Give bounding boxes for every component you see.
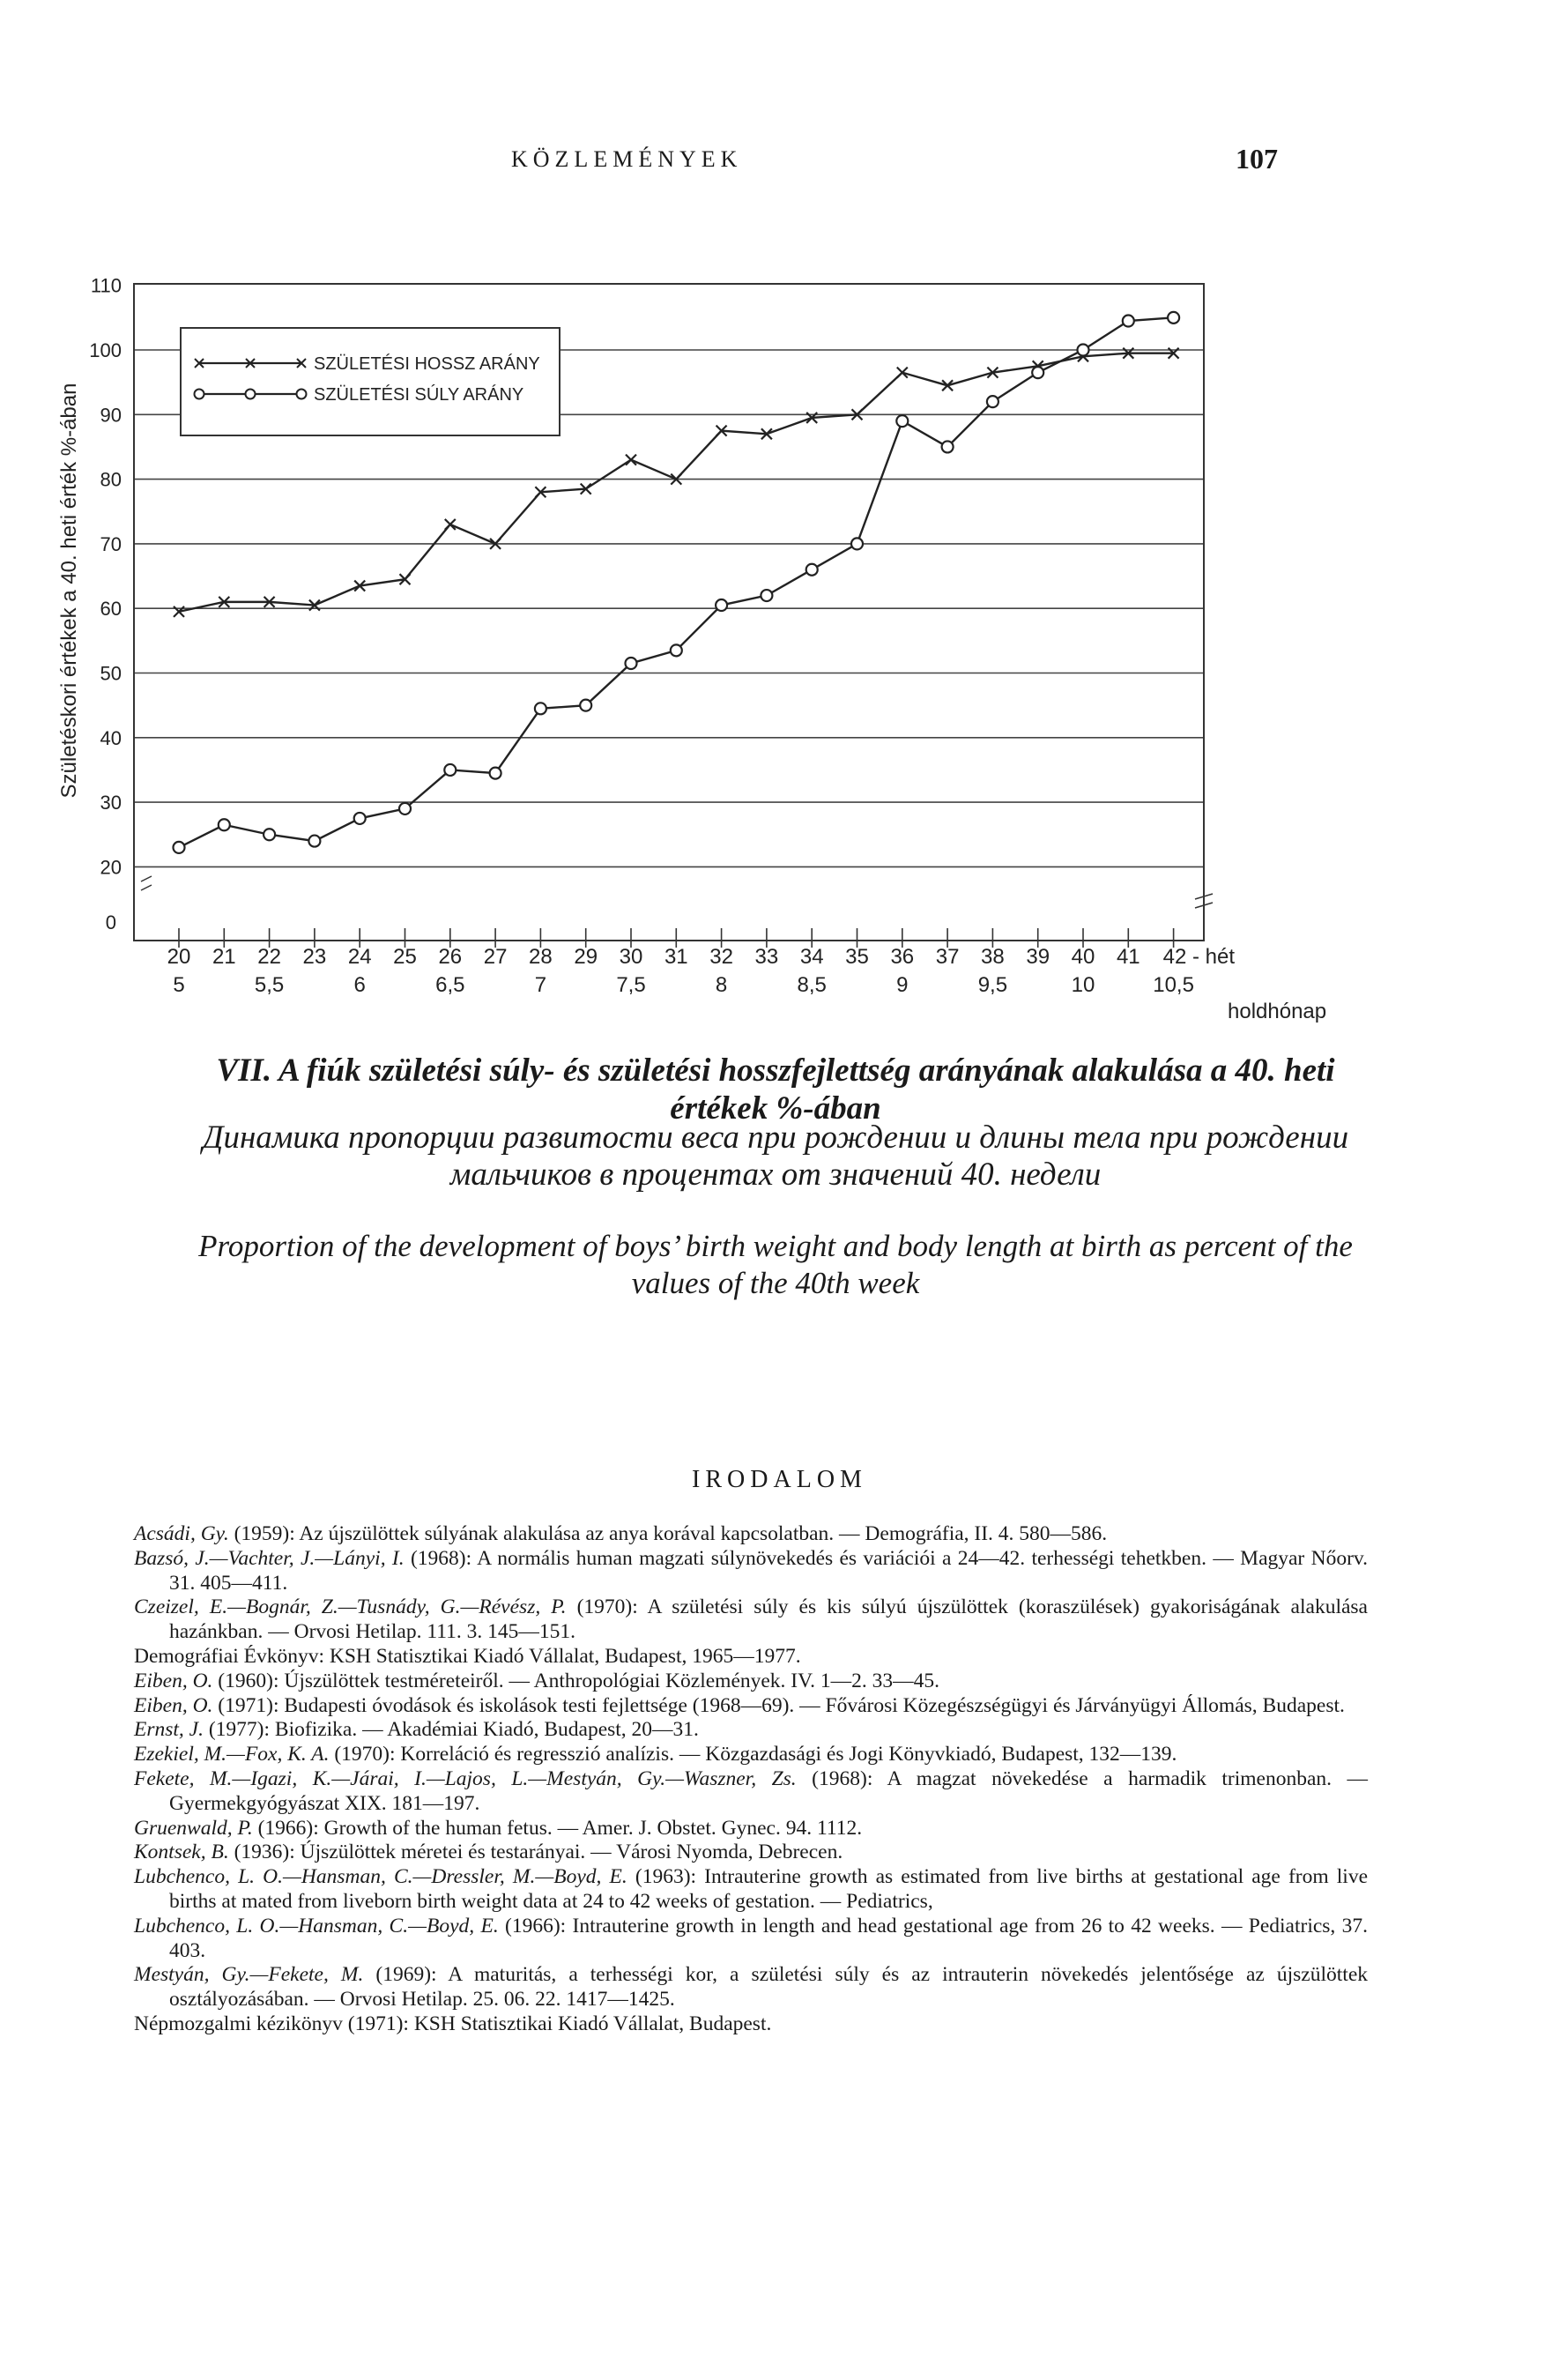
caption-english: Proportion of the development of boys’ birth weight and body length at birth as percent of the values of the 40th week	[198, 1229, 1353, 1300]
reference-authors: Ezekiel, M.—Fox, K. A.	[134, 1743, 330, 1766]
data-point-length	[626, 455, 636, 465]
reference-text: (1977): Biofizika. — Akadémiai Kiadó, Budapest, 20—31.	[203, 1718, 699, 1742]
y-tick-label: 80	[100, 468, 122, 491]
reference-entry	[134, 1670, 1368, 1694]
reference-entry	[134, 1767, 1368, 1817]
legend-box	[181, 328, 560, 435]
x-tick-label-week: 42 - hét	[1162, 945, 1235, 969]
x-tick-label-week: 21	[212, 945, 236, 969]
x-tick-label-week: 25	[393, 945, 417, 969]
references-title: IRODALOM	[692, 1466, 867, 1493]
reference-authors: Bazsó, J.—Vachter, J.—Lányi, I.	[134, 1546, 405, 1570]
x-tick-label-week: 40	[1071, 945, 1095, 969]
data-point-weight	[308, 836, 320, 847]
legend-label: SZÜLETÉSI HOSSZ ARÁNY	[314, 354, 540, 374]
x-tick-label-month: 10,5	[1153, 973, 1194, 997]
data-point-weight	[174, 842, 185, 853]
x-tick-label-month: 6,5	[435, 973, 465, 997]
data-point-weight	[626, 658, 637, 669]
y-tick-label: 90	[100, 404, 122, 427]
legend-label: SZÜLETÉSI SÚLY ARÁNY	[314, 385, 524, 405]
reference-text: Népmozgalmi kézikönyv (1971): KSH Statisztikai Kiadó Vállalat, Budapest.	[134, 2012, 772, 2035]
y-tick-label: 70	[100, 532, 122, 555]
x-tick-label-month: 9,5	[977, 973, 1008, 997]
x-tick-label-week: 31	[664, 945, 688, 969]
axis-break-left	[141, 876, 152, 890]
x-tick-label-week: 34	[799, 945, 824, 969]
x-tick-label-month: 7	[534, 973, 547, 997]
y-tick-label: 100	[89, 339, 122, 361]
reference-entry	[134, 1522, 1368, 1547]
reference-entry	[134, 1841, 1368, 1865]
data-point-weight	[1032, 367, 1043, 378]
data-point-weight	[490, 768, 501, 779]
data-point-weight	[1168, 312, 1179, 324]
reference-text: (1968): A magzat növekedése a harmadik trimenonban. — Gyermekgyógyászat XIX. 181—197.	[169, 1766, 1368, 1815]
data-point-weight	[535, 703, 546, 714]
reference-entry	[134, 1718, 1368, 1743]
x-tick-label-week: 27	[483, 945, 508, 969]
data-point-weight	[942, 441, 954, 452]
x-tick-label-week: 26	[438, 945, 463, 969]
data-point-length	[445, 519, 456, 530]
x-tick-label-week: 35	[845, 945, 869, 969]
reference-entry	[134, 1817, 1368, 1841]
reference-entry	[134, 1743, 1368, 1767]
reference-text: (1960): Újszülöttek testméreteiről. — Anthropológiai Közlemények. IV. 1—2. 33—45.	[212, 1669, 939, 1692]
data-point-weight	[580, 700, 591, 711]
reference-authors: Fekete, M.—Igazi, K.—Járai, I.—Lajos, L.—Mestyán, Gy.—Waszner, Zs.	[134, 1766, 797, 1790]
legend-marker	[246, 390, 256, 399]
reference-authors: Eiben, O.	[134, 1693, 213, 1717]
reference-entry	[134, 1865, 1368, 1915]
line-chart	[0, 0, 1559, 1040]
y-tick-label: 40	[100, 726, 122, 749]
reference-authors: Gruenwald, P.	[134, 1816, 253, 1840]
x-unit-label: holdhónap	[1228, 1000, 1327, 1023]
x-tick-label-week: 23	[302, 945, 327, 969]
reference-entry	[134, 1595, 1368, 1645]
caption-hungarian: VII. A fiúk születési súly- és születési hosszfejlettség arányának alakulása a 40. heti értékek %-ában	[216, 1052, 1335, 1127]
data-point-weight	[851, 538, 863, 549]
reference-text: (1936): Újszülöttek méretei és testarányai. — Városi Nyomda, Debrecen.	[228, 1841, 843, 1864]
reference-authors: Eiben, O.	[134, 1669, 213, 1692]
reference-entry	[134, 1645, 1368, 1670]
x-tick-label-month: 8	[715, 973, 728, 997]
reference-authors: Czeizel, E.—Bognár, Z.—Tusnády, G.—Révész, P.	[134, 1595, 567, 1619]
data-point-weight	[444, 764, 456, 776]
x-tick-label-month: 9	[896, 973, 909, 997]
reference-text: Demográfiai Évkönyv: KSH Statisztikai Kiadó Vállalat, Budapest, 1965—1977.	[134, 1644, 801, 1668]
x-tick-label-week: 38	[981, 945, 1005, 969]
legend-marker	[297, 390, 307, 399]
data-point-weight	[1123, 316, 1134, 327]
reference-entry	[134, 1963, 1368, 2012]
reference-text: (1971): Budapesti óvodások és iskolások testi fejlettsége (1968—69). — Fővárosi Közegészségügyi és Járványügyi Állomás, Budapest.	[212, 1693, 1345, 1717]
data-point-weight	[987, 396, 999, 407]
x-tick-label-week: 30	[619, 945, 643, 969]
reference-text: (1970): A születési súly és kis súlyú újszülöttek (koraszülések) gyakoriságának alakulása hazánkban. — Orvosi Hetilap. 111. 3. 145—151.	[169, 1595, 1368, 1644]
x-tick-label-week: 32	[709, 945, 733, 969]
reference-entry	[134, 2012, 1368, 2037]
data-point-weight	[761, 590, 772, 601]
x-tick-label-week: 24	[347, 945, 372, 969]
y-tick-label: 110	[90, 274, 122, 297]
x-tick-label-week: 41	[1116, 945, 1140, 969]
x-tick-label-week: 33	[754, 945, 779, 969]
reference-authors: Lubchenco, L. O.—Hansman, C.—Boyd, E.	[134, 1914, 499, 1937]
caption-russian: Динамика пропорции развитости веса при рождении и длины тела при рождении мальчиков в процентах от значений 40. недели	[202, 1119, 1349, 1193]
reference-text: (1968): A normális human magzati súlynövekedés és variációi a 24—42. terhességi tehetkben. — Magyar Nőorv. 31. 405—411.	[169, 1546, 1368, 1595]
reference-authors: Acsádi, Gy.	[134, 1522, 229, 1545]
legend-marker	[195, 390, 204, 399]
reference-entry	[134, 1547, 1368, 1596]
x-tick-label-week: 37	[935, 945, 960, 969]
x-tick-label-month: 10	[1071, 973, 1095, 997]
data-point-weight	[264, 829, 275, 840]
y-tick-label: 60	[100, 598, 122, 621]
x-tick-label-month: 8,5	[797, 973, 827, 997]
x-tick-label-month: 5,5	[254, 973, 285, 997]
running-header: KÖZLEMÉNYEK	[511, 146, 743, 172]
x-tick-label-week: 36	[890, 945, 915, 969]
reference-authors: Ernst, J.	[134, 1718, 204, 1742]
page-number: 107	[1236, 143, 1278, 175]
reference-text: (1970): Korreláció és regresszió analízis. — Közgazdasági és Jogi Könyvkiadó, Budapest, 132—139.	[329, 1743, 1177, 1766]
reference-text: (1959): Az újszülöttek súlyának alakulása az anya korával kapcsolatban. — Demográfia, II. 4. 580—586.	[228, 1522, 1108, 1545]
reference-text: (1969): A maturitás, a terhességi kor, a születési súly és az intrauterin növekedés jelentősége az újszülöttek osztályozásában. — Orvosi Hetilap. 25. 06. 22. 1417—1425.	[169, 1963, 1368, 2012]
data-point-weight	[716, 599, 727, 611]
reference-text: (1966): Growth of the human fetus. — Amer. J. Obstet. Gynec. 94. 1112.	[252, 1816, 863, 1840]
data-point-weight	[671, 644, 682, 656]
x-tick-label-week: 28	[529, 945, 553, 969]
y-tick-label: 30	[100, 792, 122, 814]
x-tick-label-week: 20	[167, 945, 191, 969]
references-list	[134, 1522, 1368, 2037]
data-point-weight	[219, 819, 230, 830]
data-point-weight	[354, 813, 366, 824]
y-tick-label: 20	[100, 856, 122, 879]
reference-authors: Kontsek, B.	[134, 1841, 229, 1864]
y-axis-label: Születéskori értékek a 40. heti érték %-ában	[57, 383, 81, 799]
chart-legend	[181, 328, 560, 435]
reference-text: (1963): Intrauterine growth as estimated from live births at gestational age from live births at mated from liveborn birth weight data at 24 to 42 weeks of gestation. — Pediatrics,	[169, 1865, 1369, 1913]
reference-authors: Lubchenco, L. O.—Hansman, C.—Dressler, M.—Boyd, E.	[134, 1865, 627, 1889]
data-point-weight	[1078, 345, 1089, 356]
x-tick-label-month: 5	[173, 973, 185, 997]
x-tick-label-month: 7,5	[616, 973, 646, 997]
y-tick-label: 50	[100, 662, 122, 685]
reference-entry	[134, 1694, 1368, 1719]
x-tick-label-week: 22	[257, 945, 281, 969]
x-tick-label-month: 6	[353, 973, 366, 997]
x-tick-label-week: 39	[1026, 945, 1050, 969]
x-tick-label-week: 29	[574, 945, 598, 969]
data-point-weight	[399, 803, 411, 814]
data-point-weight	[896, 415, 908, 427]
reference-entry	[134, 1915, 1368, 1964]
y-tick-label: 0	[105, 911, 116, 933]
reference-authors: Mestyán, Gy.—Fekete, M.	[134, 1963, 364, 1987]
reference-text: (1966): Intrauterine growth in length and head gestational age from 26 to 42 weeks. — Pediatrics, 37. 403.	[169, 1914, 1368, 1962]
data-point-weight	[806, 564, 818, 576]
